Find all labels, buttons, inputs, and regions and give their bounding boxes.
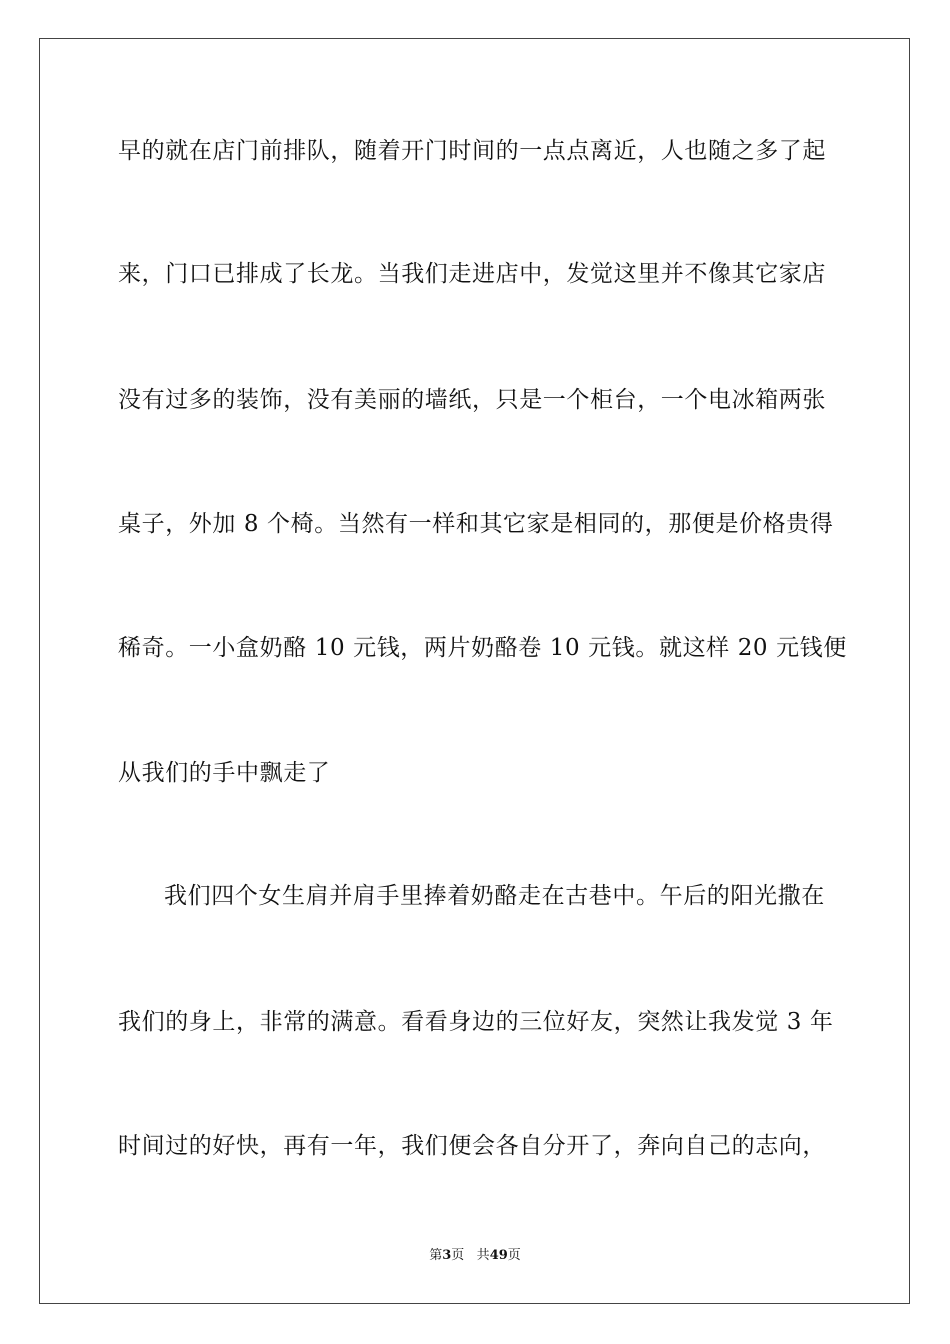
text-line-5: 稀奇。一小盒奶酪 10 元钱，两片奶酪卷 10 元钱。就这样 20 元钱便 [118,635,847,661]
text-line-6: 从我们的手中飘走了 [118,760,331,786]
total-suffix: 页 [507,1248,521,1263]
text-line-8: 我们的身上，非常的满意。看看身边的三位好友，突然让我发觉 3 年 [118,1009,834,1035]
total-page-number: 49 [489,1248,508,1263]
page-prefix: 第 [429,1248,443,1263]
text-line-2: 来，门口已排成了长龙。当我们走进店中，发觉这里并不像其它家店 [118,261,826,287]
current-page-number: 3 [442,1248,452,1263]
page-footer [0,1247,950,1265]
paragraph-indent-line: 我们四个女生肩并肩手里捧着奶酪走在古巷中。午后的阳光撒在 [164,883,825,909]
text-line-3: 没有过多的装饰，没有美丽的墙纸，只是一个柜台，一个电冰箱两张 [118,387,826,413]
text-line-4: 桌子，外加 8 个椅。当然有一样和其它家是相同的，那便是价格贵得 [118,511,834,537]
total-prefix: 共 [476,1248,490,1263]
page-suffix: 页 [451,1248,465,1263]
text-line-1: 早的就在店门前排队，随着开门时间的一点点离近，人也随之多了起 [118,138,826,164]
page-border [39,38,910,1304]
text-line-9: 时间过的好快，再有一年，我们便会各自分开了，奔向自己的志向， [118,1133,826,1159]
